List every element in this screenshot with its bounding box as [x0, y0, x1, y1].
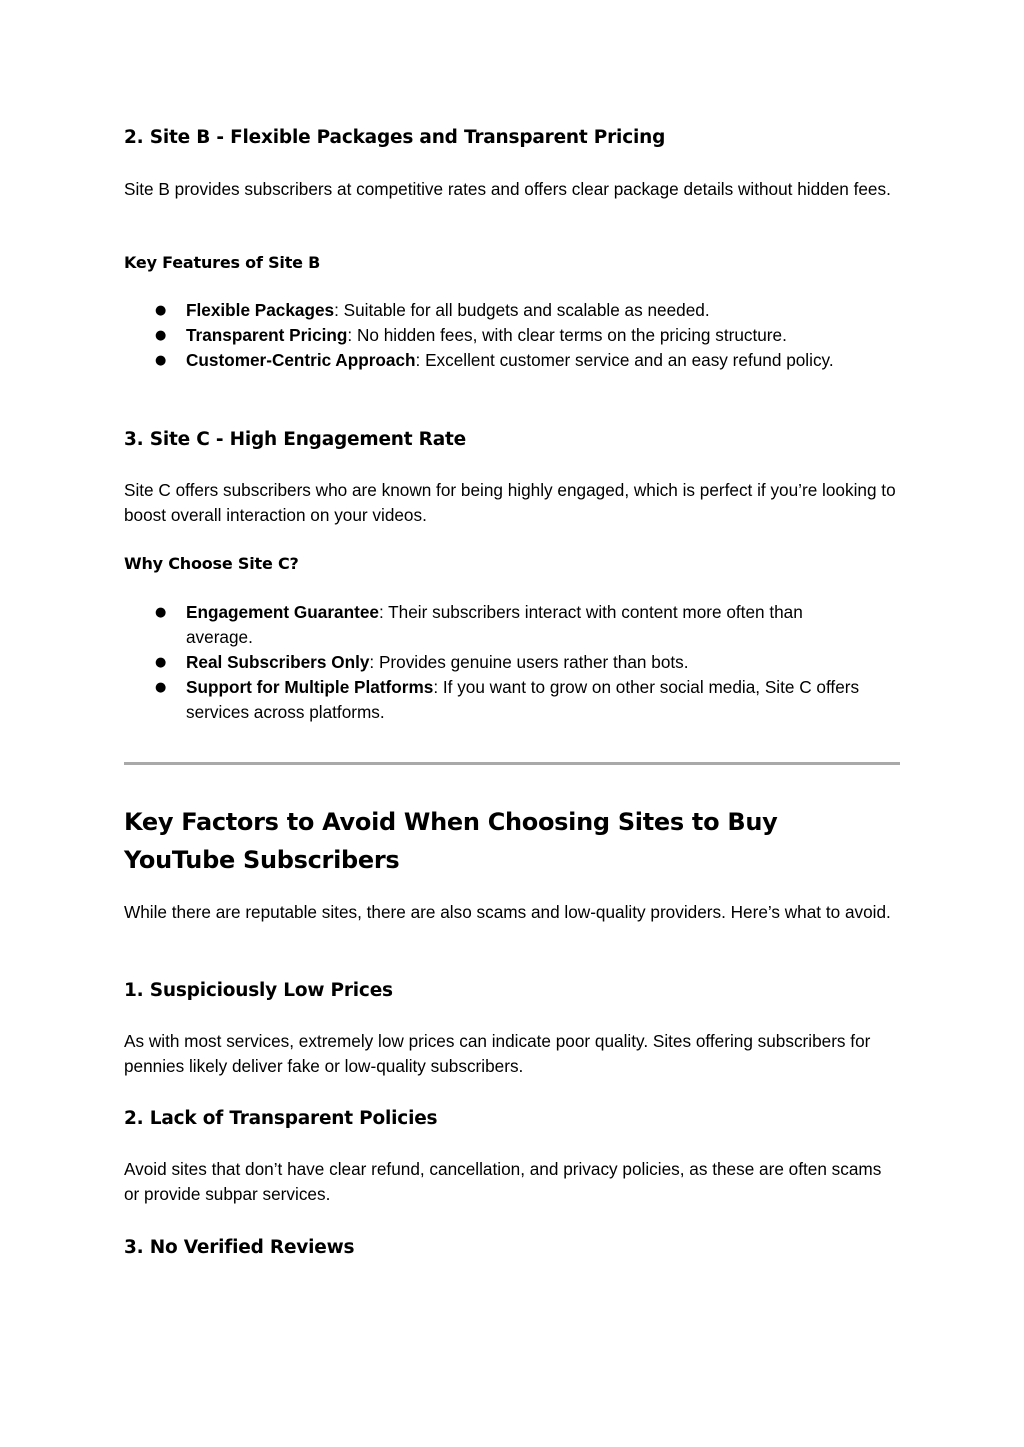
feature-desc: : Suitable for all budgets and scalable as needed.: [334, 300, 710, 320]
reason-term: Support for Multiple Platforms: [186, 677, 434, 697]
reason-term: Real Subscribers Only: [186, 652, 370, 672]
avoid-item-text-1: As with most services, extremely low prices can indicate poor quality. Sites offering subscribers for pennies likely deliver fake or low-quality subscribers.: [124, 1031, 871, 1076]
avoid-item-heading-2: 2. Lack of Transparent Policies: [124, 1108, 438, 1129]
bullet-icon: ●: [155, 328, 167, 343]
avoid-item-heading-1: 1. Suspiciously Low Prices: [124, 980, 393, 1001]
site-c-heading: 3. Site C - High Engagement Rate: [124, 429, 466, 450]
feature-term: Flexible Packages: [186, 300, 335, 320]
site-b-heading: 2. Site B - Flexible Packages and Transparent Pricing: [124, 127, 666, 148]
feature-desc: : Excellent customer service and an easy refund policy.: [415, 350, 834, 370]
reason-desc: : If you want to grow on other social media, Site C offers services across platforms.: [186, 677, 860, 722]
list-item: [124, 323, 900, 348]
bullet-icon: ●: [155, 353, 167, 368]
site-c-intro: Site C offers subscribers who are known for being highly engaged, which is perfect if you’re looking to boost overall interaction on your videos.: [124, 480, 896, 525]
list-item: [124, 298, 900, 323]
list-item: [124, 650, 900, 675]
site-c-reasons-list: [124, 600, 900, 725]
feature-desc: : No hidden fees, with clear terms on the pricing structure.: [347, 325, 787, 345]
avoid-intro: While there are reputable sites, there are also scams and low-quality providers. Here’s what to avoid.: [124, 902, 891, 922]
site-b-features-heading: Key Features of Site B: [124, 253, 321, 272]
bullet-icon: ●: [155, 303, 167, 318]
site-c-why-heading: Why Choose Site C?: [124, 554, 299, 573]
site-b-features-list: [124, 298, 900, 373]
feature-term: Customer-Centric Approach: [186, 350, 416, 370]
site-b-intro: Site B provides subscribers at competitive rates and offers clear package details without hidden fees.: [124, 179, 891, 199]
list-item: [124, 600, 866, 650]
bullet-icon: ●: [155, 680, 167, 695]
bullet-icon: ●: [155, 655, 167, 670]
avoid-section-heading: Key Factors to Avoid When Choosing Sites to Buy YouTube Subscribers: [124, 808, 778, 874]
list-item: [124, 348, 842, 373]
bullet-icon: ●: [155, 605, 167, 620]
reason-desc: : Their subscribers interact with content more often than average.: [186, 602, 803, 647]
feature-term: Transparent Pricing: [186, 325, 348, 345]
avoid-item-heading-3: 3. No Verified Reviews: [124, 1237, 355, 1258]
horizontal-divider: [124, 762, 900, 765]
list-item: [124, 675, 886, 725]
reason-desc: : Provides genuine users rather than bots.: [369, 652, 689, 672]
avoid-item-text-2: Avoid sites that don’t have clear refund, cancellation, and privacy policies, as these are often scams or provide subpar services.: [124, 1159, 882, 1204]
reason-term: Engagement Guarantee: [186, 602, 379, 622]
